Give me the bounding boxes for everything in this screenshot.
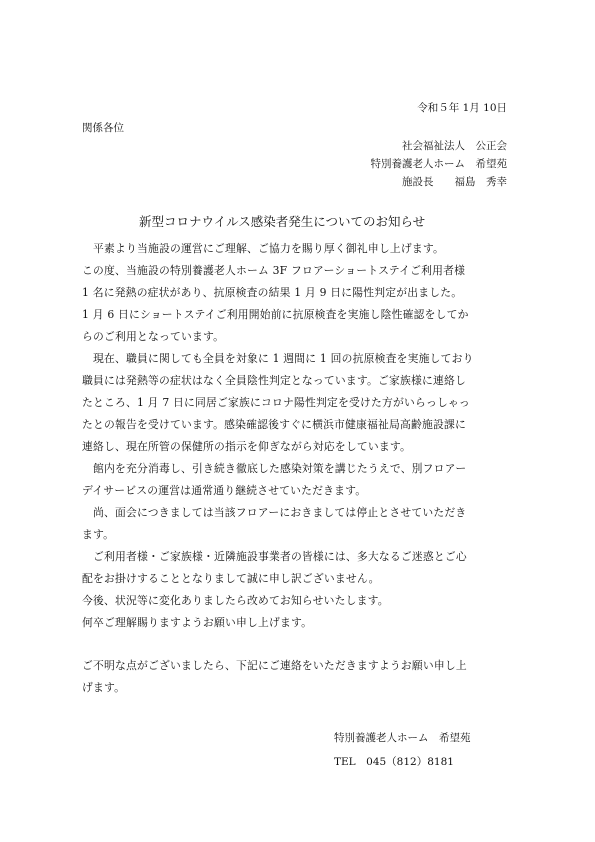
body-line: 尚、面会につきましては当該フロアーにおきましては停止とさせていただき (82, 506, 467, 519)
contact-line: ご不明な点がございましたら、下記にご連絡をいただきますようお願い申し上 (82, 659, 467, 672)
document-date: 令和５年 1月 10日 (417, 102, 507, 114)
body-line: 1 月 6 日にショートステイご利用開始前に抗原検査を実施し陰性確認をしてか (82, 308, 469, 321)
signature-tel: TEL 045（812）8181 (334, 756, 454, 768)
contact-line: げます。 (82, 681, 126, 694)
body-line: 職員には発熱等の症状はなく全員陰性判定となっています。ご家族様に連絡し (82, 374, 467, 387)
addressee: 関係各位 (82, 122, 124, 134)
body-line: 1 名に発熱の症状があり、抗原検査の結果 1 月 9 日に陽性判定が出ました。 (82, 286, 463, 299)
signature-facility: 特別養護老人ホーム 希望苑 (334, 732, 471, 744)
body-line: たとの報告を受けています。感染確認後すぐに横浜市健康福祉局高齢施設課に (82, 418, 467, 431)
body-line: 配をお掛けすることとなりまして誠に申し訳ございません。 (82, 572, 380, 585)
body-line: 連絡し、現在所管の保健所の指示を仰ぎながら対応をしています。 (82, 440, 412, 453)
document-title: 新型コロナウイルス感染者発生についてのお知らせ (139, 214, 426, 229)
body-line: 何卒ご理解賜りますようお願い申し上げます。 (82, 616, 313, 629)
body-line: らのご利用となっています。 (82, 330, 225, 343)
body-line: たところ、1 月 7 日に同居ご家族にコロナ陽性判定を受けた方がいらっしゃっ (82, 396, 470, 409)
body-line: デイサービスの運営は通常通り継続させていただきます。 (82, 484, 367, 497)
sender-organization: 社会福祉法人 公正会 (402, 140, 507, 152)
sender-facility: 特別養護老人ホーム 希望苑 (370, 158, 507, 170)
body-line: 現在、職員に関しても全員を対象に 1 週間に 1 回の抗原検査を実施しており (82, 352, 474, 365)
body-line: ご利用者様・ご家族様・近隣施設事業者の皆様には、多大なるご迷惑とご心 (82, 550, 467, 563)
body-line: この度、当施設の特別養護老人ホーム 3F フロアーショートステイご利用者様 (82, 264, 466, 277)
body-line: 平素より当施設の運営にご理解、ご協力を賜り厚く御礼申し上げます。 (82, 242, 445, 255)
body-line: 館内を充分消毒し、引き続き徹底した感染対策を講じたうえで、別フロアー (82, 462, 467, 475)
sender-director: 施設長 福島 秀幸 (402, 176, 507, 188)
body-line: 今後、状況等に変化ありましたら改めてお知らせいたします。 (82, 594, 389, 607)
body-line: ます。 (82, 528, 115, 541)
